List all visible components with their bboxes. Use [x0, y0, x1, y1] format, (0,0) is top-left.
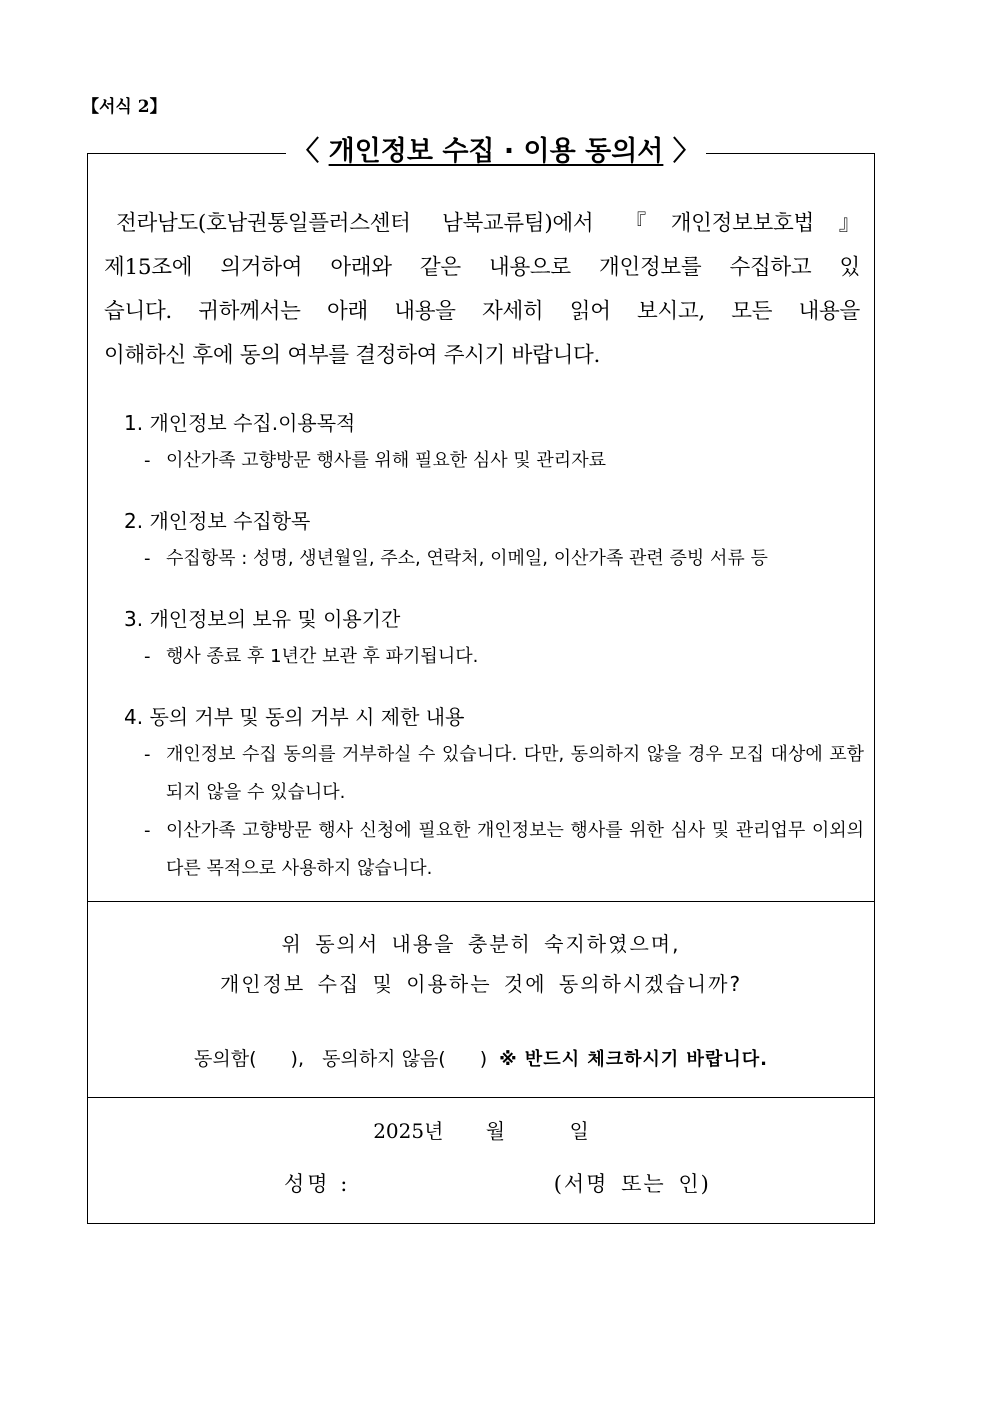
spacer	[124, 676, 864, 698]
dash-bullet: -	[144, 450, 151, 471]
item-title: 4. 동의 거부 및 동의 거부 시 제한 내용	[124, 705, 465, 729]
name-signature-field[interactable]	[357, 1173, 547, 1199]
consent-details-section	[88, 154, 874, 901]
item-detail-text: 이산가족 고향방문 행사를 위해 필요한 심사 및 관리자료	[166, 450, 606, 471]
item-detail-text: 수집항목 : 성명, 생년월일, 주소, 연락처, 이메일, 이산가족 관련 증빙 서류 등	[166, 548, 768, 569]
item-detail-text: 행사 종료 후 1년간 보관 후 파기됩니다.	[166, 646, 479, 667]
dash-bullet: -	[144, 548, 151, 569]
mandatory-check-notice: ※ 반드시 체크하시기 바랍니다.	[499, 1049, 768, 1070]
consent-choices	[88, 1044, 874, 1075]
agree-close: ),	[290, 1048, 304, 1070]
item-detail-text: 개인정보 수집 동의를 거부하실 수 있습니다. 다만, 동의하지 않을 경우 모집 대상에 포함되지 않을 수 있습니다.	[166, 744, 864, 803]
consent-question-line: 개인정보 수집 및 이용하는 것에 동의하시겠습니까?	[219, 972, 743, 996]
item-title: 1. 개인정보 수집.이용목적	[124, 411, 356, 435]
consent-item-purpose	[124, 404, 864, 480]
form-number-label: 【서식 2】	[82, 97, 167, 117]
dash-bullet: -	[144, 820, 151, 841]
dash-bullet: -	[144, 744, 151, 765]
name-label: 성명 :	[284, 1172, 351, 1196]
agree-option[interactable]	[194, 1044, 304, 1074]
intro-paragraph	[104, 202, 860, 378]
dash-bullet: -	[144, 646, 151, 667]
signature-row	[284, 1168, 711, 1200]
title-text: 개인정보 수집 · 이용 동의서	[328, 136, 664, 167]
consent-question-section	[88, 902, 874, 1097]
item-detail	[144, 442, 864, 480]
intro-line: 전라남도(호남권통일플러스센터 남북교류팀)에서 『개인정보보호법』	[116, 211, 860, 236]
date-row	[88, 1116, 874, 1146]
item-detail	[144, 638, 864, 676]
consent-item-refusal	[124, 698, 864, 888]
disagree-close: )	[479, 1048, 488, 1070]
intro-line: 이해하신 후에 동의 여부를 결정하여 주시기 바랍니다.	[104, 343, 601, 368]
date-month[interactable]: 월	[485, 1119, 506, 1143]
item-title: 3. 개인정보의 보유 및 이용기간	[124, 607, 401, 631]
intro-line: 습니다. 귀하께서는 아래 내용을 자세히 읽어 보시고, 모든 내용을	[104, 299, 860, 324]
item-title: 2. 개인정보 수집항목	[124, 509, 311, 533]
agree-label: 동의함(	[194, 1048, 257, 1070]
consent-items-list	[124, 404, 864, 888]
date-day[interactable]: 일	[569, 1119, 589, 1143]
item-detail	[144, 736, 864, 812]
signature-section	[88, 1098, 874, 1223]
spacer	[124, 480, 864, 502]
disagree-option[interactable]	[322, 1044, 487, 1074]
agree-checkbox[interactable]	[257, 1047, 291, 1067]
consent-question-line: 위 동의서 내용을 충분히 숙지하였으며,	[281, 932, 681, 956]
intro-line: 제15조에 의거하여 아래와 같은 내용으로 개인정보를 수집하고 있	[104, 255, 860, 280]
consent-item-retention	[124, 600, 864, 676]
disagree-checkbox[interactable]	[446, 1047, 480, 1067]
item-detail-text: 이산가족 고향방문 행사 신청에 필요한 개인정보는 행사를 위한 심사 및 관리업무 이외의 다른 목적으로 사용하지 않습니다.	[166, 820, 864, 879]
date-year[interactable]: 2025년	[373, 1119, 444, 1143]
title-open-bracket: 〈	[292, 136, 320, 167]
title-close-bracket: 〉	[672, 136, 700, 167]
disagree-label: 동의하지 않음(	[322, 1048, 446, 1070]
consent-item-collected-fields	[124, 502, 864, 578]
spacer	[124, 578, 864, 600]
item-detail	[144, 812, 864, 888]
signature-hint: (서명 또는 인)	[553, 1172, 711, 1196]
item-detail	[144, 540, 864, 578]
